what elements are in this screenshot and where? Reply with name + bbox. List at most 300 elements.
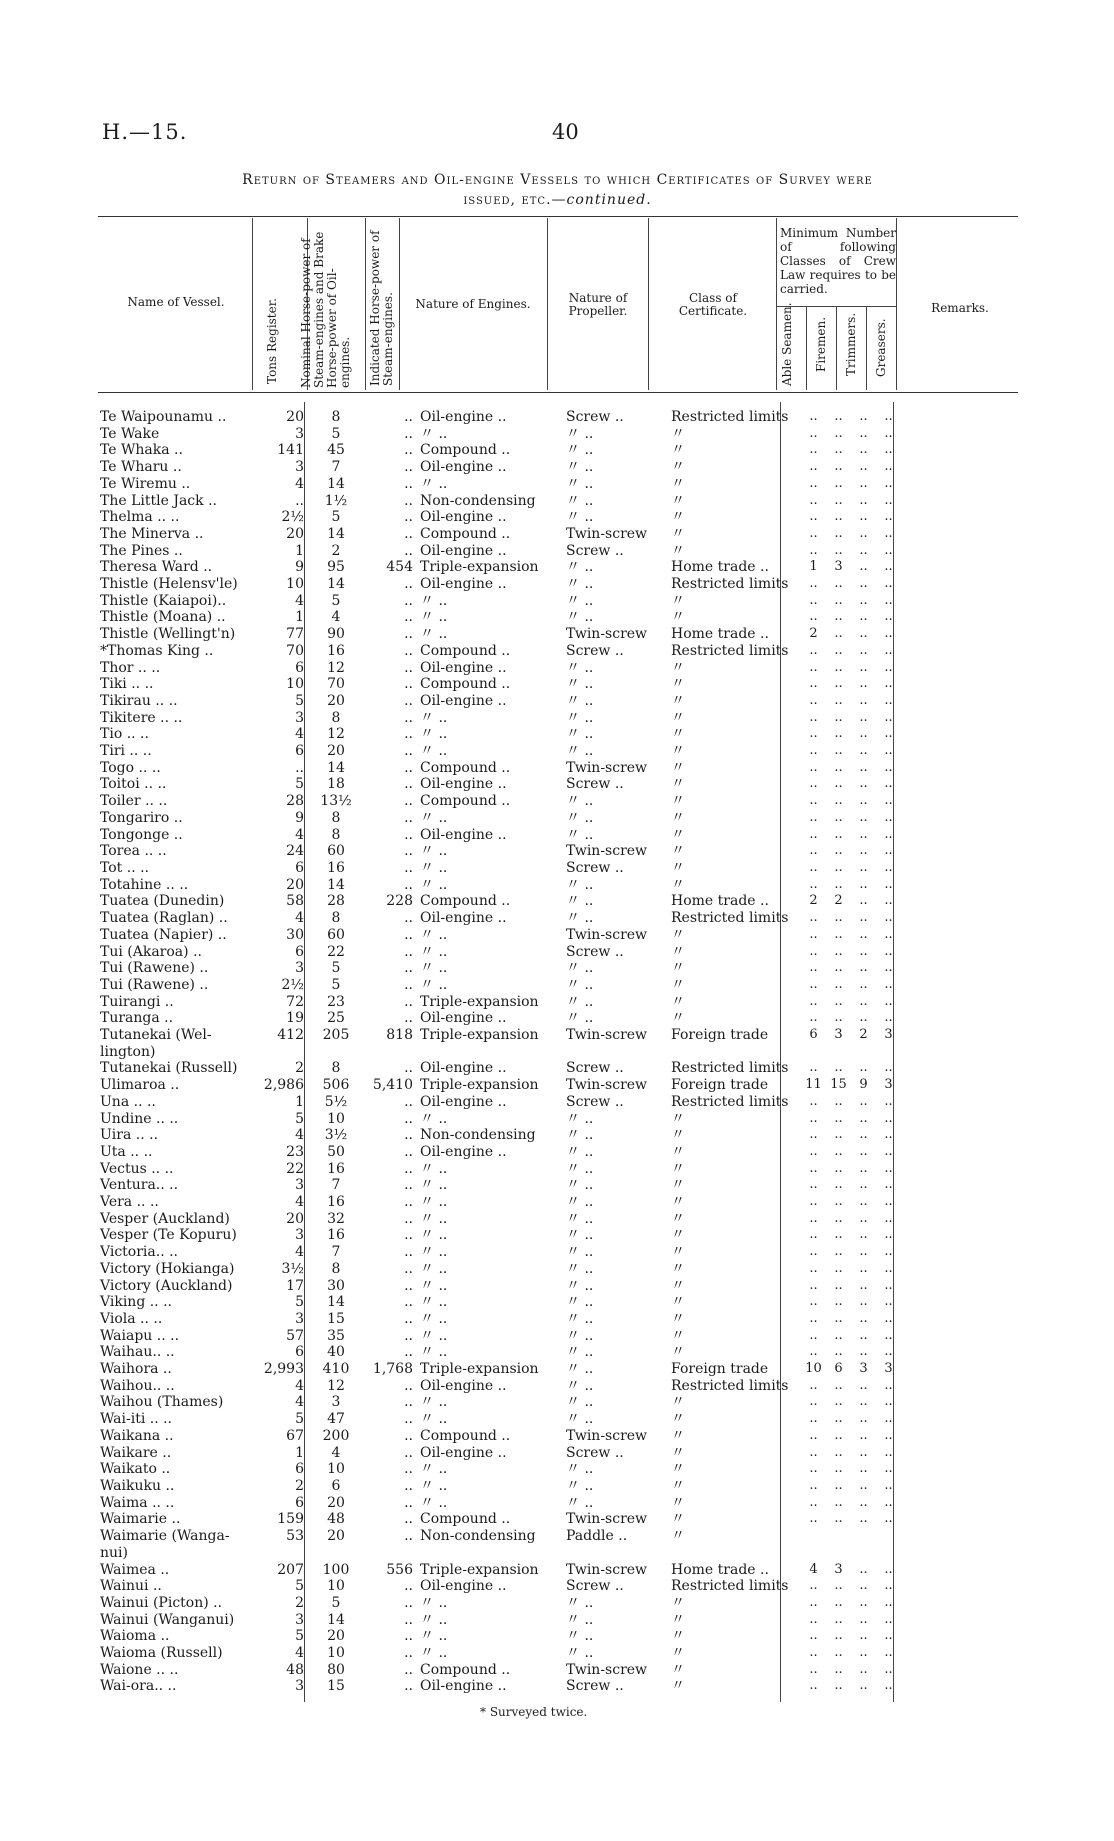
nominal-hp: 60 bbox=[327, 926, 345, 943]
propeller-type: Twin-screw bbox=[566, 525, 648, 542]
able-seamen: 1 bbox=[809, 559, 818, 575]
greasers: .. bbox=[884, 1594, 893, 1610]
trimmers: .. bbox=[859, 1010, 868, 1026]
greasers: .. bbox=[884, 1611, 893, 1627]
nominal-hp: 20 bbox=[327, 1628, 345, 1645]
engine-type: Oil-engine .. bbox=[420, 409, 507, 425]
trimmers: .. bbox=[859, 1377, 868, 1393]
trimmers: .. bbox=[859, 642, 868, 658]
table-row bbox=[98, 1495, 1021, 1512]
propeller-type: 〃 .. bbox=[566, 1461, 594, 1478]
tons-register: 4 bbox=[295, 1244, 304, 1261]
firemen: .. bbox=[834, 1594, 843, 1610]
indicated-hp: .. bbox=[404, 626, 413, 643]
greasers: .. bbox=[884, 1244, 893, 1260]
propeller-type: Screw .. bbox=[566, 859, 624, 876]
propeller-type: Screw .. bbox=[566, 1678, 624, 1695]
able-seamen: .. bbox=[809, 793, 818, 809]
trimmers: .. bbox=[859, 1461, 868, 1477]
tons-register: 4 bbox=[295, 1377, 304, 1394]
vessel-name: Vesper (Auckland) bbox=[100, 1210, 230, 1227]
engine-type: 〃 .. bbox=[420, 1494, 448, 1511]
trimmers: .. bbox=[859, 993, 868, 1009]
engine-type: Compound .. bbox=[420, 525, 511, 542]
certificate-class: 〃 bbox=[671, 1127, 685, 1144]
trimmers: .. bbox=[859, 859, 868, 875]
engine-type: Triple-expansion bbox=[420, 993, 539, 1010]
tons-register: 20 bbox=[286, 525, 304, 542]
tons-register: 4 bbox=[295, 1645, 304, 1662]
tons-register: 1 bbox=[295, 1093, 304, 1110]
firemen: .. bbox=[834, 576, 843, 592]
engine-type: 〃 .. bbox=[420, 726, 448, 743]
indicated-hp: .. bbox=[404, 1578, 413, 1595]
table-title-continued bbox=[100, 192, 1015, 208]
remarks bbox=[901, 827, 1021, 844]
tons-register: 141 bbox=[277, 442, 304, 459]
certificate-class: 〃 bbox=[671, 459, 685, 476]
vessel-name: Te Waipounamu .. bbox=[100, 409, 227, 425]
firemen: .. bbox=[834, 943, 843, 959]
firemen: .. bbox=[834, 1227, 843, 1243]
nominal-hp: 4 bbox=[331, 1444, 341, 1461]
propeller-type: 〃 .. bbox=[566, 1327, 594, 1344]
firemen: .. bbox=[834, 1427, 843, 1443]
trimmers: .. bbox=[859, 1160, 868, 1176]
firemen: .. bbox=[834, 1194, 843, 1210]
vessel-name: Vectus .. .. bbox=[100, 1160, 174, 1177]
able-seamen: .. bbox=[809, 692, 818, 708]
nominal-hp: 8 bbox=[331, 709, 341, 726]
engine-type: 〃 .. bbox=[420, 1461, 448, 1478]
engine-type: Oil-engine .. bbox=[420, 910, 507, 927]
remarks bbox=[901, 1111, 1021, 1128]
trimmers: .. bbox=[859, 759, 868, 775]
propeller-type: 〃 .. bbox=[566, 1494, 594, 1511]
tons-register: 19 bbox=[286, 1010, 304, 1027]
nominal-hp: 13½ bbox=[320, 793, 352, 810]
certificate-class: 〃 bbox=[671, 1511, 685, 1528]
vessel-name: Te Wharu .. bbox=[100, 459, 182, 476]
table-row bbox=[98, 660, 1021, 677]
greasers: .. bbox=[884, 1310, 893, 1326]
certificate-class: 〃 bbox=[671, 442, 685, 459]
indicated-hp: .. bbox=[404, 1244, 413, 1261]
indicated-hp: .. bbox=[404, 609, 413, 626]
engine-type: 〃 .. bbox=[420, 943, 448, 960]
remarks bbox=[901, 1612, 1021, 1629]
greasers: .. bbox=[884, 926, 893, 942]
able-seamen: .. bbox=[809, 1511, 818, 1527]
greasers: .. bbox=[884, 1494, 893, 1510]
remarks bbox=[901, 643, 1021, 660]
certificate-class: 〃 bbox=[671, 1494, 685, 1511]
nominal-hp: 100 bbox=[322, 1561, 350, 1578]
indicated-hp: .. bbox=[404, 976, 413, 993]
firemen: .. bbox=[834, 1177, 843, 1193]
engine-type: Triple-expansion bbox=[420, 1361, 539, 1378]
remarks bbox=[901, 726, 1021, 743]
greasers: .. bbox=[884, 1110, 893, 1126]
remarks bbox=[901, 409, 1021, 426]
certificate-class: 〃 bbox=[671, 1528, 685, 1545]
greasers: .. bbox=[884, 976, 893, 992]
able-seamen: .. bbox=[809, 1461, 818, 1477]
nominal-hp: 7 bbox=[331, 1177, 341, 1194]
greasers: .. bbox=[884, 1143, 893, 1159]
table-row bbox=[98, 1244, 1021, 1261]
firemen: 6 bbox=[834, 1361, 843, 1377]
engine-type: 〃 .. bbox=[420, 1277, 448, 1294]
vessel-name: Ventura.. .. bbox=[100, 1177, 179, 1194]
certificate-class: 〃 bbox=[671, 759, 685, 776]
firemen: .. bbox=[834, 843, 843, 859]
able-seamen: .. bbox=[809, 843, 818, 859]
vessel-name: Waikuku .. bbox=[100, 1478, 175, 1494]
table-row bbox=[98, 843, 1021, 860]
certificate-class: 〃 bbox=[671, 425, 685, 442]
able-seamen: .. bbox=[809, 1210, 818, 1226]
table-row bbox=[98, 860, 1021, 877]
engine-type: Oil-engine .. bbox=[420, 1377, 507, 1394]
tons-register: 2 bbox=[295, 1594, 304, 1611]
vessel-name: Tui (Akaroa) .. bbox=[100, 943, 202, 960]
able-seamen: .. bbox=[809, 1494, 818, 1510]
nominal-hp: 5 bbox=[331, 425, 341, 442]
trimmers: .. bbox=[859, 1194, 868, 1210]
propeller-type: Twin-screw bbox=[566, 1511, 648, 1528]
firemen: .. bbox=[834, 492, 843, 508]
remarks bbox=[901, 1211, 1021, 1228]
trimmers: .. bbox=[859, 1561, 868, 1577]
nominal-hp: 20 bbox=[327, 692, 345, 709]
table-row bbox=[98, 1595, 1021, 1612]
greasers: .. bbox=[884, 559, 893, 575]
certificate-class: 〃 bbox=[671, 1160, 685, 1177]
engine-type: Oil-engine .. bbox=[420, 826, 507, 843]
certificate-class: 〃 bbox=[671, 1110, 685, 1127]
vessel-name: Thistle (Helensv'le) bbox=[100, 576, 238, 593]
vessel-name: Waioma (Russell) bbox=[100, 1645, 223, 1662]
greasers: .. bbox=[884, 576, 893, 592]
greasers: .. bbox=[884, 1344, 893, 1360]
nominal-hp: 14 bbox=[327, 876, 345, 893]
vessel-name: Thor .. .. bbox=[100, 659, 161, 676]
propeller-type: 〃 .. bbox=[566, 1310, 594, 1327]
tons-register: 412 bbox=[277, 1027, 304, 1044]
vessel-name: Waihou.. .. bbox=[100, 1377, 175, 1394]
able-seamen: .. bbox=[809, 1060, 818, 1076]
nominal-hp: 205 bbox=[322, 1027, 350, 1044]
able-seamen: .. bbox=[809, 960, 818, 976]
firemen: .. bbox=[834, 1444, 843, 1460]
remarks bbox=[901, 1378, 1021, 1395]
tons-register: 20 bbox=[286, 409, 304, 425]
indicated-hp: .. bbox=[404, 525, 413, 542]
firemen: .. bbox=[834, 442, 843, 458]
remarks bbox=[901, 893, 1021, 910]
able-seamen: .. bbox=[809, 709, 818, 725]
firemen: .. bbox=[834, 592, 843, 608]
col-head-crew: Minimum Number of following Classes of Crew Law requires to be carried. bbox=[780, 226, 896, 296]
certificate-class: Restricted limits bbox=[671, 1093, 789, 1110]
certificate-class: 〃 bbox=[671, 1194, 685, 1211]
propeller-type: Screw .. bbox=[566, 776, 624, 793]
indicated-hp: .. bbox=[404, 1227, 413, 1244]
propeller-type: Twin-screw bbox=[566, 759, 648, 776]
table-row bbox=[98, 593, 1021, 610]
engine-type: 〃 .. bbox=[420, 1244, 448, 1261]
tons-register: 5 bbox=[295, 692, 304, 709]
indicated-hp: .. bbox=[404, 743, 413, 760]
indicated-hp: .. bbox=[404, 859, 413, 876]
nominal-hp: 5 bbox=[331, 592, 341, 609]
vessel-name: Waione .. .. bbox=[100, 1661, 179, 1678]
vessel-name: Vera .. .. bbox=[100, 1194, 159, 1211]
remarks bbox=[901, 994, 1021, 1011]
able-seamen: .. bbox=[809, 1260, 818, 1276]
nominal-hp: 40 bbox=[327, 1344, 345, 1361]
remarks bbox=[901, 1227, 1021, 1244]
able-seamen bbox=[801, 1528, 826, 1545]
able-seamen bbox=[801, 1545, 826, 1562]
certificate-class: 〃 bbox=[671, 1594, 685, 1611]
table-row bbox=[98, 944, 1021, 961]
trimmers: .. bbox=[859, 1661, 868, 1677]
trimmers: .. bbox=[859, 826, 868, 842]
nominal-hp: 12 bbox=[327, 1377, 345, 1394]
greasers: .. bbox=[884, 809, 893, 825]
indicated-hp: .. bbox=[404, 910, 413, 927]
nominal-hp: 20 bbox=[327, 1494, 345, 1511]
able-seamen: .. bbox=[809, 459, 818, 475]
propeller-type: 〃 .. bbox=[566, 475, 594, 492]
greasers: 3 bbox=[884, 1361, 893, 1377]
trimmers: .. bbox=[859, 1327, 868, 1343]
firemen: .. bbox=[834, 910, 843, 926]
engine-type: 〃 .. bbox=[420, 1210, 448, 1227]
remarks bbox=[901, 760, 1021, 777]
col-head-remarks: Remarks. bbox=[931, 301, 989, 315]
greasers: .. bbox=[884, 1327, 893, 1343]
remarks bbox=[901, 776, 1021, 793]
indicated-hp: .. bbox=[404, 1394, 413, 1411]
propeller-type: 〃 .. bbox=[566, 1594, 594, 1611]
nominal-hp: 35 bbox=[327, 1327, 345, 1344]
nominal-hp: 5 bbox=[331, 960, 341, 977]
vessel-name: Wainui .. bbox=[100, 1578, 162, 1595]
col-divider bbox=[896, 218, 897, 390]
vessel-name: Tuatea (Raglan) .. bbox=[100, 910, 228, 927]
trimmers: .. bbox=[859, 475, 868, 491]
trimmers: .. bbox=[859, 1060, 868, 1076]
indicated-hp: .. bbox=[404, 1528, 413, 1545]
trimmers: .. bbox=[859, 659, 868, 675]
indicated-hp: .. bbox=[404, 1277, 413, 1294]
trimmers: .. bbox=[859, 1578, 868, 1594]
certificate-class: Home trade .. bbox=[671, 1561, 769, 1578]
propeller-type: 〃 .. bbox=[566, 692, 594, 709]
remarks bbox=[901, 543, 1021, 560]
remarks bbox=[901, 1094, 1021, 1111]
nominal-hp: 30 bbox=[327, 1277, 345, 1294]
propeller-type: Screw .. bbox=[566, 1093, 624, 1110]
vessel-name: Tuatea (Napier) .. bbox=[100, 926, 227, 943]
firemen: 3 bbox=[834, 1027, 843, 1043]
propeller-type: 〃 .. bbox=[566, 1394, 594, 1411]
table-row bbox=[98, 609, 1021, 626]
col-head-trimmers: Trimmers. bbox=[844, 312, 858, 376]
table-row bbox=[98, 1562, 1021, 1579]
tons-register: 10 bbox=[286, 676, 304, 693]
able-seamen: .. bbox=[809, 876, 818, 892]
indicated-hp: .. bbox=[404, 1327, 413, 1344]
trimmers: .. bbox=[859, 592, 868, 608]
indicated-hp: .. bbox=[404, 1478, 413, 1494]
greasers: .. bbox=[884, 843, 893, 859]
trimmers: .. bbox=[859, 1210, 868, 1226]
trimmers: .. bbox=[859, 1177, 868, 1193]
nominal-hp: 18 bbox=[327, 776, 345, 793]
indicated-hp: .. bbox=[404, 1628, 413, 1645]
col-head-firemen: Firemen. bbox=[814, 316, 828, 372]
firemen: .. bbox=[834, 926, 843, 942]
propeller-type: 〃 .. bbox=[566, 459, 594, 476]
indicated-hp: .. bbox=[404, 759, 413, 776]
trimmers: .. bbox=[859, 576, 868, 592]
vessel-name: Wainui (Picton) .. bbox=[100, 1594, 223, 1611]
trimmers: .. bbox=[859, 943, 868, 959]
nominal-hp: 14 bbox=[327, 475, 345, 492]
remarks bbox=[901, 509, 1021, 526]
able-seamen: .. bbox=[809, 509, 818, 525]
firemen: .. bbox=[834, 1260, 843, 1276]
greasers: .. bbox=[884, 876, 893, 892]
col-divider bbox=[866, 306, 867, 390]
firemen bbox=[826, 1528, 851, 1545]
vessel-name: Tio .. .. bbox=[100, 726, 149, 743]
indicated-hp: .. bbox=[404, 1177, 413, 1194]
vessel-name: Waiapu .. .. bbox=[100, 1327, 180, 1344]
indicated-hp: .. bbox=[404, 676, 413, 693]
tons-register: 159 bbox=[277, 1511, 304, 1528]
tons-register: 24 bbox=[286, 843, 304, 860]
vessel-name: Wai-ora.. .. bbox=[100, 1678, 177, 1695]
propeller-type: 〃 .. bbox=[566, 876, 594, 893]
tons-register: 4 bbox=[295, 1194, 304, 1211]
remarks bbox=[901, 1027, 1021, 1044]
firemen: .. bbox=[834, 1344, 843, 1360]
nominal-hp: 10 bbox=[327, 1461, 345, 1478]
tons-register: 3 bbox=[295, 1678, 304, 1695]
remarks bbox=[901, 1328, 1021, 1345]
firemen: .. bbox=[834, 1394, 843, 1410]
col-divider bbox=[365, 218, 366, 390]
indicated-hp: .. bbox=[404, 1060, 413, 1077]
certificate-class: 〃 bbox=[671, 1611, 685, 1628]
greasers: .. bbox=[884, 893, 893, 909]
engine-type: Triple-expansion bbox=[420, 1027, 539, 1044]
able-seamen: .. bbox=[809, 592, 818, 608]
firemen bbox=[826, 1545, 851, 1562]
engine-type: Non-condensing bbox=[420, 1528, 536, 1545]
greasers: .. bbox=[884, 1678, 893, 1694]
greasers: .. bbox=[884, 1645, 893, 1661]
vessel-name: Tongariro .. bbox=[100, 809, 183, 826]
indicated-hp: 818 bbox=[386, 1027, 413, 1044]
nominal-hp: 16 bbox=[327, 1227, 345, 1244]
greasers: .. bbox=[884, 425, 893, 441]
nominal-hp: 5½ bbox=[324, 1093, 348, 1110]
greasers: .. bbox=[884, 743, 893, 759]
able-seamen: .. bbox=[809, 676, 818, 692]
able-seamen: .. bbox=[809, 1344, 818, 1360]
able-seamen: .. bbox=[809, 759, 818, 775]
firemen: .. bbox=[834, 1110, 843, 1126]
propeller-type: 〃 .. bbox=[566, 1110, 594, 1127]
indicated-hp bbox=[365, 1044, 416, 1061]
trimmers: .. bbox=[859, 409, 868, 424]
firemen: .. bbox=[834, 1143, 843, 1159]
indicated-hp bbox=[365, 1545, 416, 1562]
propeller-type: Screw .. bbox=[566, 409, 624, 425]
certificate-class: Foreign trade bbox=[671, 1361, 769, 1378]
remarks bbox=[901, 459, 1021, 476]
propeller-type: 〃 .. bbox=[566, 609, 594, 626]
engine-type: Compound .. bbox=[420, 676, 511, 693]
indicated-hp: .. bbox=[404, 1110, 413, 1127]
nominal-hp: 4 bbox=[331, 609, 341, 626]
propeller-type: 〃 .. bbox=[566, 1478, 594, 1494]
certificate-class: 〃 bbox=[671, 776, 685, 793]
trimmers: 9 bbox=[859, 1077, 868, 1093]
firemen: .. bbox=[834, 1461, 843, 1477]
firemen: .. bbox=[834, 776, 843, 792]
greasers: .. bbox=[884, 1377, 893, 1393]
remarks bbox=[901, 1194, 1021, 1211]
trimmers: .. bbox=[859, 1628, 868, 1644]
greasers: .. bbox=[884, 542, 893, 558]
table-row bbox=[98, 776, 1021, 793]
tons-register: 4 bbox=[295, 726, 304, 743]
firemen: .. bbox=[834, 1578, 843, 1594]
vessel-name: Wai-iti .. .. bbox=[100, 1411, 173, 1428]
engine-type: Triple-expansion bbox=[420, 1077, 539, 1094]
indicated-hp: .. bbox=[404, 993, 413, 1010]
firemen: .. bbox=[834, 659, 843, 675]
trimmers: .. bbox=[859, 709, 868, 725]
indicated-hp: .. bbox=[404, 409, 413, 425]
footnote: * Surveyed twice. bbox=[480, 1705, 588, 1719]
certificate-class: 〃 bbox=[671, 1661, 685, 1678]
remarks bbox=[901, 1478, 1021, 1495]
propeller-type: 〃 .. bbox=[566, 1628, 594, 1645]
col-head-greasers: Greasers. bbox=[874, 318, 888, 377]
nominal-hp: 32 bbox=[327, 1210, 345, 1227]
certificate-class: Restricted limits bbox=[671, 409, 789, 425]
remarks bbox=[901, 810, 1021, 827]
able-seamen: .. bbox=[809, 1377, 818, 1393]
propeller-type: 〃 .. bbox=[566, 1227, 594, 1244]
able-seamen: .. bbox=[809, 726, 818, 742]
table-row bbox=[98, 1261, 1021, 1278]
firemen: .. bbox=[834, 1277, 843, 1293]
engine-type: 〃 .. bbox=[420, 1594, 448, 1611]
engine-type: Oil-engine .. bbox=[420, 659, 507, 676]
engine-type: Non-condensing bbox=[420, 1127, 536, 1144]
certificate-class: 〃 bbox=[671, 1461, 685, 1478]
indicated-hp: .. bbox=[404, 1444, 413, 1461]
